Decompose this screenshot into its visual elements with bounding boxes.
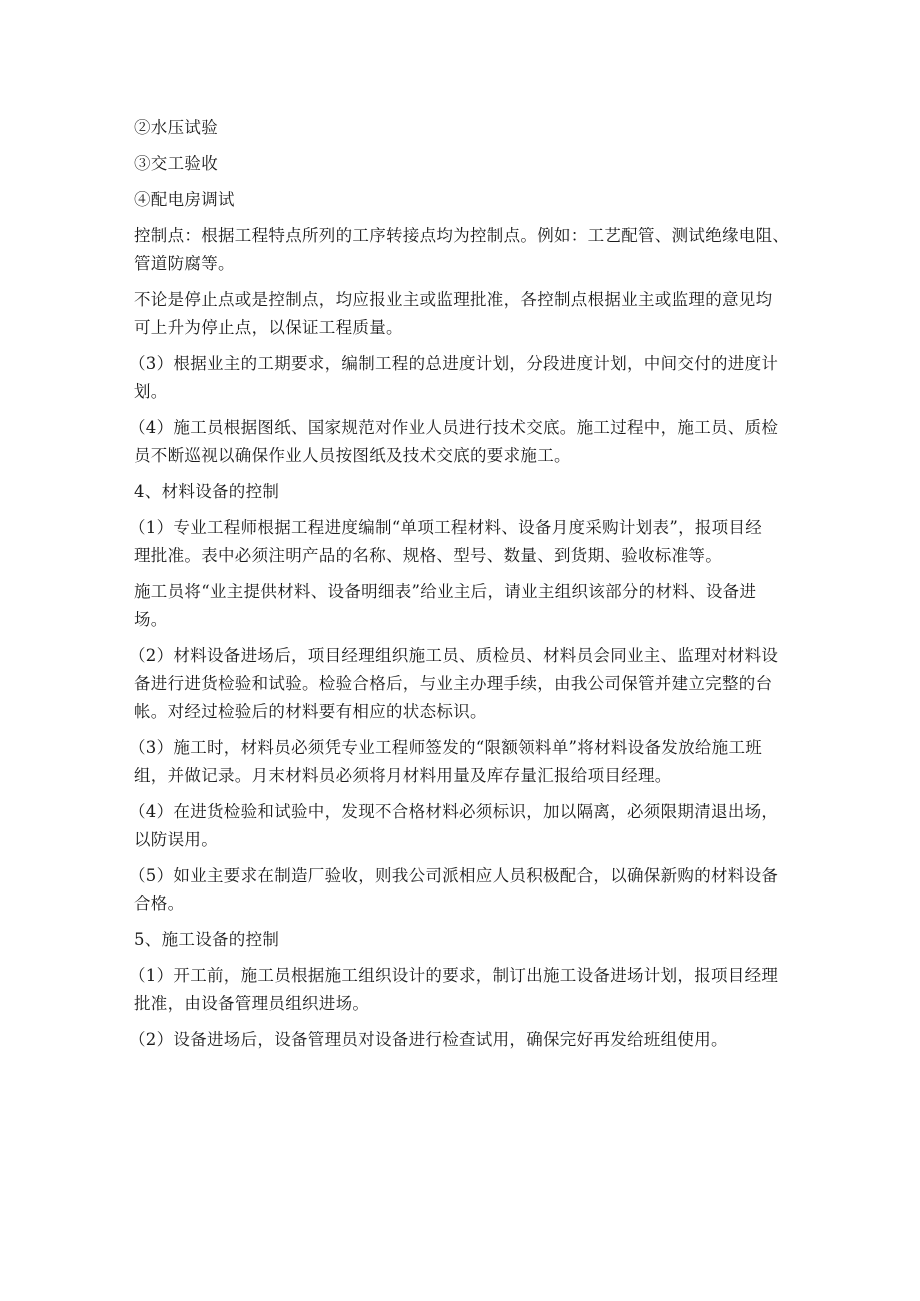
paragraph-control-point-line-2: 管道防腐等。 xyxy=(134,254,235,273)
section-heading-equipment-control: 5、施工设备的控制 xyxy=(134,930,280,949)
paragraph-material-5-line-2: 合格。 xyxy=(134,894,185,913)
paragraph-material-5-line-1: （5）如业主要求在制造厂验收，则我公司派相应人员积极配合，以确保新购的材料设备 xyxy=(129,866,779,885)
paragraph-owner-supply-line-2: 场。 xyxy=(134,610,168,629)
paragraph-item-4-line-1: （4）施工员根据图纸、国家规范对作业人员进行技术交底。施工过程中，施工员、质检 xyxy=(129,418,779,437)
paragraph-material-2-line-2: 备进行进货检验和试验。检验合格后，与业主办理手续，由我公司保管并建立完整的台 xyxy=(134,674,773,693)
paragraph-equipment-1-line-2: 批准，由设备管理员组织进场。 xyxy=(134,994,370,1013)
paragraph-item-3-line-1: （3）根据业主的工期要求，编制工程的总进度计划，分段进度计划，中间交付的进度计 xyxy=(129,354,779,373)
paragraph-owner-supply-line-1: 施工员将“业主提供材料、设备明细表”给业主后，请业主组织该部分的材料、设备进 xyxy=(134,582,757,601)
paragraph-equipment-2-line-1: （2）设备进场后，设备管理员对设备进行检查试用，确保完好再发给班组使用。 xyxy=(129,1030,728,1049)
paragraph-material-3-line-1: （3）施工时，材料员必须凭专业工程师签发的“限额领料单”将材料设备发放给施工班 xyxy=(129,738,763,757)
paragraph-material-2-line-1: （2）材料设备进场后，项目经理组织施工员、质检员、材料员会同业主、监理对材料设 xyxy=(129,646,779,665)
paragraph-equipment-1-line-1: （1）开工前，施工员根据施工组织设计的要求，制订出施工设备进场计划，报项目经理 xyxy=(129,966,779,985)
paragraph-material-1-line-1: （1）专业工程师根据工程进度编制“单项工程材料、设备月度采购计划表”，报项目经 xyxy=(129,518,763,537)
paragraph-material-4-line-2: 以防误用。 xyxy=(134,830,218,849)
paragraph-material-4-line-1: （4）在进货检验和试验中，发现不合格材料必须标识，加以隔离，必须限期清退出场， xyxy=(129,802,779,821)
paragraph-approval-line-2: 可上升为停止点，以保证工程质量。 xyxy=(134,318,403,337)
section-heading-material-control: 4、材料设备的控制 xyxy=(134,482,280,501)
paragraph-material-2-line-3: 帐。对经过检验后的材料要有相应的状态标识。 xyxy=(134,702,487,721)
list-item-substation-commissioning: ④配电房调试 xyxy=(134,190,235,209)
list-item-handover-acceptance: ③交工验收 xyxy=(134,154,218,173)
paragraph-item-3-line-2: 划。 xyxy=(134,382,168,401)
list-item-hydrostatic-test: ②水压试验 xyxy=(134,118,218,137)
paragraph-control-point-line-1: 控制点：根据工程特点所列的工序转接点均为控制点。例如：工艺配管、测试绝缘电阻、 xyxy=(134,226,790,245)
paragraph-item-4-line-2: 员不断巡视以确保作业人员按图纸及技术交底的要求施工。 xyxy=(134,446,571,465)
document-page xyxy=(129,114,794,1054)
paragraph-approval-line-1: 不论是停止点或是控制点，均应报业主或监理批准，各控制点根据业主或监理的意见均 xyxy=(134,290,773,309)
paragraph-material-1-line-2: 理批准。表中必须注明产品的名称、规格、型号、数量、到货期、验收标准等。 xyxy=(134,546,722,565)
paragraph-material-3-line-2: 组，并做记录。月末材料员必须将月材料用量及库存量汇报给项目经理。 xyxy=(134,766,672,785)
